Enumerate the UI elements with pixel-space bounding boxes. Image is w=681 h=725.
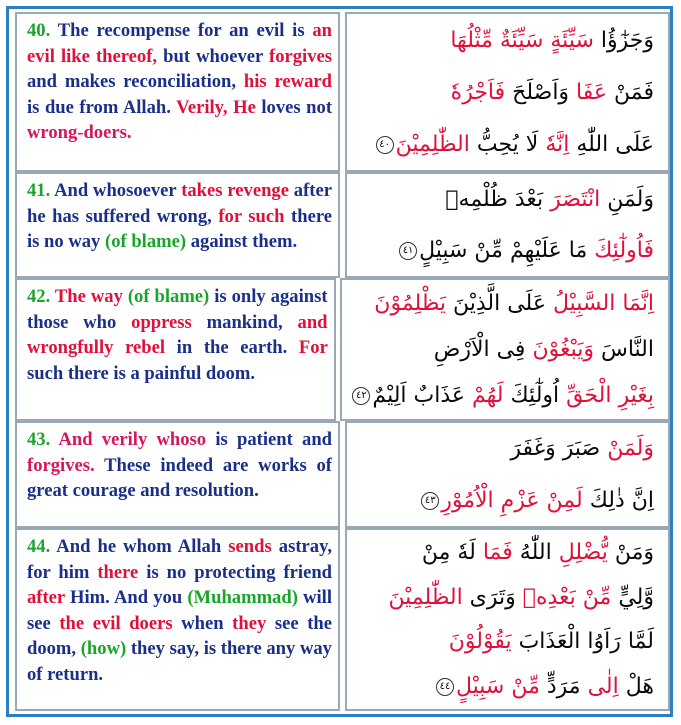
english-text-segment: forgives. [27, 454, 95, 476]
arabic-verse [345, 172, 670, 278]
english-text-segment: they [232, 612, 267, 634]
english-text-segment: And whosoever [50, 180, 182, 201]
arabic-text-segment: لَهٗ مِنْ [421, 539, 483, 565]
english-text-segment: an evil like thereof, [27, 20, 332, 67]
english-text-segment: oppress [131, 311, 192, 333]
arabic-line [355, 629, 654, 654]
ayah-number-marker: ٤١ [399, 242, 417, 260]
english-text-segment: Verily, He [176, 96, 256, 118]
arabic-text-segment: يُّضْلِلِ [558, 539, 608, 565]
arabic-text-segment: وَتَرَى [462, 584, 523, 610]
english-text-segment: there [97, 561, 139, 583]
english-text-segment: and wrongfully rebel [27, 311, 328, 358]
arabic-line [350, 383, 654, 408]
arabic-line [355, 187, 654, 212]
ayah-number-marker: ٤٢ [352, 387, 370, 405]
arabic-text-segment: انْتَصَرَ [550, 187, 601, 212]
arabic-text-segment: يَظْلِمُوْنَ [374, 290, 446, 316]
arabic-text-segment: الظّٰلِمِيْنَ [388, 584, 463, 610]
arabic-text-segment: اِلٰى [587, 674, 619, 700]
english-text-segment: see the doom, [27, 612, 332, 659]
arabic-text-segment: وَيَبْغُوْنَ [532, 336, 594, 362]
english-text-segment: (how) [80, 638, 127, 659]
arabic-text-segment: لَهُمْ [472, 383, 504, 409]
arabic-text-segment: لَمِنْ [546, 487, 583, 513]
arabic-text-segment: فِى الْاَرْضِ [433, 336, 533, 362]
english-text-segment: forgives [269, 45, 332, 67]
english-text-segment: such there is a painful doom. [27, 362, 255, 384]
arabic-text-segment: عَلَى اللّٰهِ [569, 131, 654, 157]
english-text-segment: for such [218, 205, 285, 227]
arabic-line [355, 80, 654, 105]
english-text-segment: is due from Allah. [27, 96, 177, 118]
english-text-segment: in the earth. [165, 337, 299, 358]
arabic-line [355, 540, 654, 565]
arabic-text-segment: مِّنْ سَبِيْلٍ [455, 674, 540, 700]
english-text-segment: wrong-doers. [27, 122, 132, 143]
arabic-text-segment: بَعْدَ ظُلْمِهٖ [445, 187, 551, 212]
arabic-text-segment: اِنَّهٗ [545, 131, 570, 157]
ayah-number-marker: ٤٤ [436, 678, 454, 696]
english-text-segment: 42. [27, 286, 51, 307]
english-text-segment: (of blame) [105, 231, 187, 252]
english-text-segment: And verily whoso [50, 429, 207, 450]
english-text-segment: 44. [27, 536, 51, 557]
english-text-segment: they say, is there any way of return. [27, 638, 332, 685]
arabic-verse [345, 528, 670, 711]
english-text-segment: takes revenge [181, 180, 289, 201]
arabic-text-segment: وَلَمَنِ [600, 187, 654, 212]
arabic-text-segment: اِنَّمَا السَّبِيْلُ [552, 290, 654, 316]
arabic-text-segment: اِنَّ ذٰلِكَ [582, 487, 654, 513]
english-text-segment: 40. [27, 20, 51, 41]
arabic-line [355, 488, 654, 513]
english-translation [15, 278, 336, 421]
verse-row [15, 528, 670, 711]
arabic-text-segment: فَاَجْرُهٗ [450, 79, 506, 105]
english-text-segment: sends [228, 536, 272, 557]
english-text-segment: These indeed are works of great courage and resolution. [27, 454, 332, 501]
arabic-text-segment: فَمَا [482, 539, 513, 565]
verse-table [6, 6, 673, 717]
english-text-segment: his reward [243, 71, 332, 92]
english-text-segment: mankind, [191, 311, 298, 333]
arabic-line [355, 436, 654, 461]
arabic-text-segment: لَا يُحِبُّ [469, 131, 546, 157]
english-text-segment: is only against those who [27, 286, 328, 333]
arabic-line [355, 674, 654, 699]
english-text-segment: The way [50, 286, 123, 307]
arabic-text-segment: اللّٰهُ [512, 539, 559, 565]
english-text-segment: loves not [255, 96, 333, 118]
arabic-text-segment: الظّٰلِمِيْنَ [395, 131, 470, 157]
arabic-text-segment: الْعَذَابَ [518, 629, 581, 655]
english-text-segment: is no protecting friend [138, 561, 332, 583]
arabic-line [350, 291, 654, 316]
english-text-segment: when [172, 612, 233, 634]
english-text-segment: The recompense for an evil is [50, 20, 313, 41]
english-text-segment: after [27, 587, 65, 608]
arabic-verse [345, 12, 670, 172]
arabic-line [350, 337, 654, 362]
arabic-text-segment: بِغَيْرِ الْحَقِّ [566, 383, 654, 409]
arabic-text-segment: وَاَصْلَحَ [505, 79, 577, 105]
arabic-text-segment: سَيِّئَةٍ سَيِّئَةٌ مِّثْلُهَا [450, 27, 594, 53]
verse-row [15, 421, 670, 528]
arabic-line [355, 585, 654, 610]
english-text-segment: will see [27, 587, 332, 634]
arabic-text-segment: مَا عَلَيْهِمْ مِّنْ سَبِيْلٍ [419, 238, 595, 263]
arabic-text-segment: عَزْمِ الْاُمُوْرِ [441, 487, 547, 513]
arabic-text-segment: عَلَى الَّذِيْنَ [446, 290, 553, 316]
arabic-text-segment: النَّاسَ [593, 336, 654, 362]
english-translation [15, 528, 340, 711]
arabic-text-segment: وَجَزٰٓؤُا [593, 27, 654, 53]
english-text-segment: And he whom Allah [50, 536, 229, 557]
english-text-segment: 43. [27, 429, 51, 450]
ayah-number-marker: ٤٠ [376, 136, 394, 154]
arabic-text-segment: فَمَنْ [607, 79, 654, 105]
arabic-verse [340, 278, 670, 421]
english-text-segment: there is no way [27, 205, 332, 252]
arabic-text-segment: فَاُولٰٓئِكَ [594, 238, 654, 263]
arabic-line [355, 132, 654, 157]
verse-row [15, 12, 670, 172]
english-text-segment: 41. [27, 180, 51, 201]
verse-row [15, 172, 670, 278]
arabic-verse [345, 421, 670, 528]
verse-row [15, 278, 670, 421]
arabic-text-segment: هَلْ [618, 674, 654, 700]
arabic-line [355, 238, 654, 263]
arabic-text-segment: وَّلِيٍّ [611, 584, 654, 610]
english-text-segment: but whoever [157, 45, 269, 67]
arabic-text-segment: عَذَابٌ اَلِيْمٌ [372, 383, 473, 409]
english-text-segment: and makes reconciliation, [27, 71, 244, 92]
english-translation [15, 172, 340, 278]
ayah-number-marker: ٤٣ [421, 492, 439, 510]
english-text-segment: against them. [186, 231, 298, 252]
arabic-text-segment: وَلَمَنْ [607, 436, 654, 462]
english-text-segment: is patient and [206, 429, 333, 450]
arabic-text-segment: يَقُوْلُوْنَ [448, 629, 519, 655]
english-text-segment: the evil doers [59, 612, 173, 634]
english-translation [15, 12, 340, 172]
arabic-text-segment: مِّنْ بَعْدِهٖ [522, 584, 612, 610]
arabic-text-segment: وَمَنْ [607, 539, 654, 565]
english-text-segment: after he has suffered wrong, [27, 180, 332, 227]
arabic-line [355, 28, 654, 53]
arabic-text-segment: مَرَدٍّ [539, 674, 588, 700]
arabic-text-segment: اُولٰٓئِكَ [503, 383, 567, 409]
english-text-segment: astray, for him [27, 536, 332, 583]
english-text-segment: For [298, 337, 328, 358]
arabic-text-segment: لَمَّا رَاَوُا [580, 629, 654, 655]
english-translation [15, 421, 340, 528]
english-text-segment: (of blame) [122, 286, 210, 307]
arabic-text-segment: عَفَا [576, 79, 608, 105]
arabic-text-segment: صَبَرَ وَغَفَرَ [510, 436, 608, 462]
english-text-segment: Him. And you [64, 587, 188, 608]
english-text-segment: (Muhammad) [187, 587, 298, 608]
